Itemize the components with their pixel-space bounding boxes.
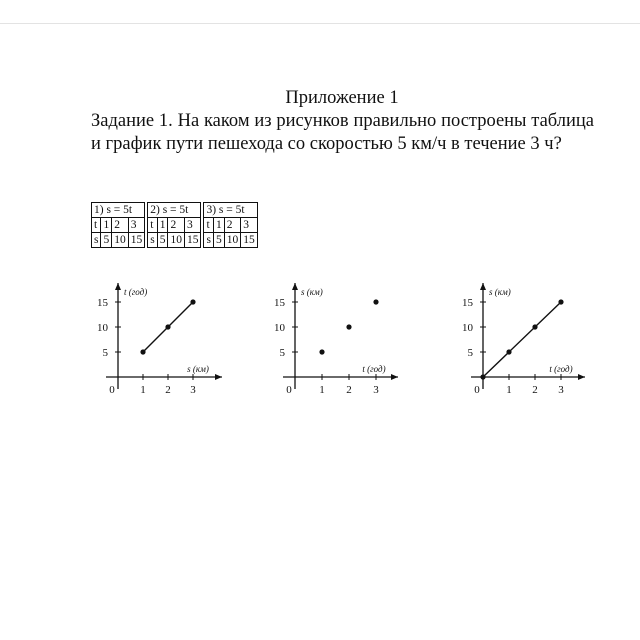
table-cell: 15 [241, 233, 258, 248]
table-header: 3) s = 5t [204, 203, 257, 218]
y-axis-arrow [480, 283, 486, 290]
table-cell: 1 [157, 218, 168, 233]
x-tick-label: 2 [346, 384, 352, 396]
x-axis-label: t (год) [362, 364, 386, 374]
x-tick-label: 1 [140, 384, 146, 396]
table-cell: t [92, 218, 101, 233]
table-cell: 1 [213, 218, 224, 233]
origin-label: 0 [286, 384, 292, 396]
table-cell: s [204, 233, 213, 248]
y-axis-label: s (км) [301, 287, 323, 297]
data-point [373, 299, 378, 304]
x-axis-arrow [578, 374, 585, 380]
table-cell: s [148, 233, 157, 248]
y-tick-label: 10 [97, 322, 108, 334]
table-cell: 2 [168, 218, 185, 233]
chart-2 [274, 283, 398, 396]
x-tick-label: 3 [373, 384, 379, 396]
table-cell: 3 [241, 218, 258, 233]
table-header: 2) s = 5t [148, 203, 201, 218]
y-axis-label: t (год) [124, 287, 148, 297]
x-axis-arrow [391, 374, 398, 380]
table-cell: 10 [168, 233, 185, 248]
data-point [190, 299, 195, 304]
x-axis-label: s (км) [187, 364, 209, 374]
data-point [165, 324, 170, 329]
task-text: Задание 1. На каком из рисунков правильно построены таблица и график пути пешехода со скоростью 5 км/ч в течение 3 ч? [91, 111, 594, 154]
table-cell: 10 [112, 233, 129, 248]
x-tick-label: 3 [558, 384, 564, 396]
data-point [346, 324, 351, 329]
origin-point [480, 374, 485, 379]
origin-label: 0 [109, 384, 115, 396]
y-tick-label: 5 [279, 347, 285, 359]
data-point [558, 299, 563, 304]
table-cell: 15 [128, 233, 145, 248]
y-tick-label: 5 [467, 347, 473, 359]
table-cell: 5 [157, 233, 168, 248]
x-axis-arrow [215, 374, 222, 380]
x-axis-label: t (год) [549, 364, 573, 374]
table-header: 1) s = 5t [92, 203, 145, 218]
table-cell: t [204, 218, 213, 233]
data-point [140, 349, 145, 354]
table-cell: 5 [213, 233, 224, 248]
y-tick-label: 10 [274, 322, 285, 334]
table-cell: t [148, 218, 157, 233]
origin-label: 0 [474, 384, 480, 396]
chart-3 [462, 283, 585, 396]
data-point [319, 349, 324, 354]
y-tick-label: 10 [462, 322, 473, 334]
y-tick-label: 15 [462, 297, 473, 309]
chart-1 [97, 283, 222, 396]
y-axis-arrow [115, 283, 121, 290]
x-tick-label: 1 [319, 384, 325, 396]
table-cell: s [92, 233, 101, 248]
y-tick-label: 5 [102, 347, 108, 359]
y-tick-label: 15 [274, 297, 285, 309]
page-heading: Приложение 1 [285, 88, 399, 108]
table-cell: 3 [184, 218, 201, 233]
data-point [506, 349, 511, 354]
y-tick-label: 15 [97, 297, 108, 309]
x-tick-label: 3 [190, 384, 196, 396]
y-axis-label: s (км) [489, 287, 511, 297]
x-tick-label: 1 [506, 384, 512, 396]
table-cell: 2 [112, 218, 129, 233]
table-cell: 5 [101, 233, 112, 248]
x-tick-label: 2 [165, 384, 171, 396]
data-point [532, 324, 537, 329]
table-cell: 15 [184, 233, 201, 248]
table-cell: 10 [224, 233, 241, 248]
table-cell: 3 [128, 218, 145, 233]
y-axis-arrow [292, 283, 298, 290]
x-tick-label: 2 [532, 384, 538, 396]
table-cell: 1 [101, 218, 112, 233]
table-cell: 2 [224, 218, 241, 233]
